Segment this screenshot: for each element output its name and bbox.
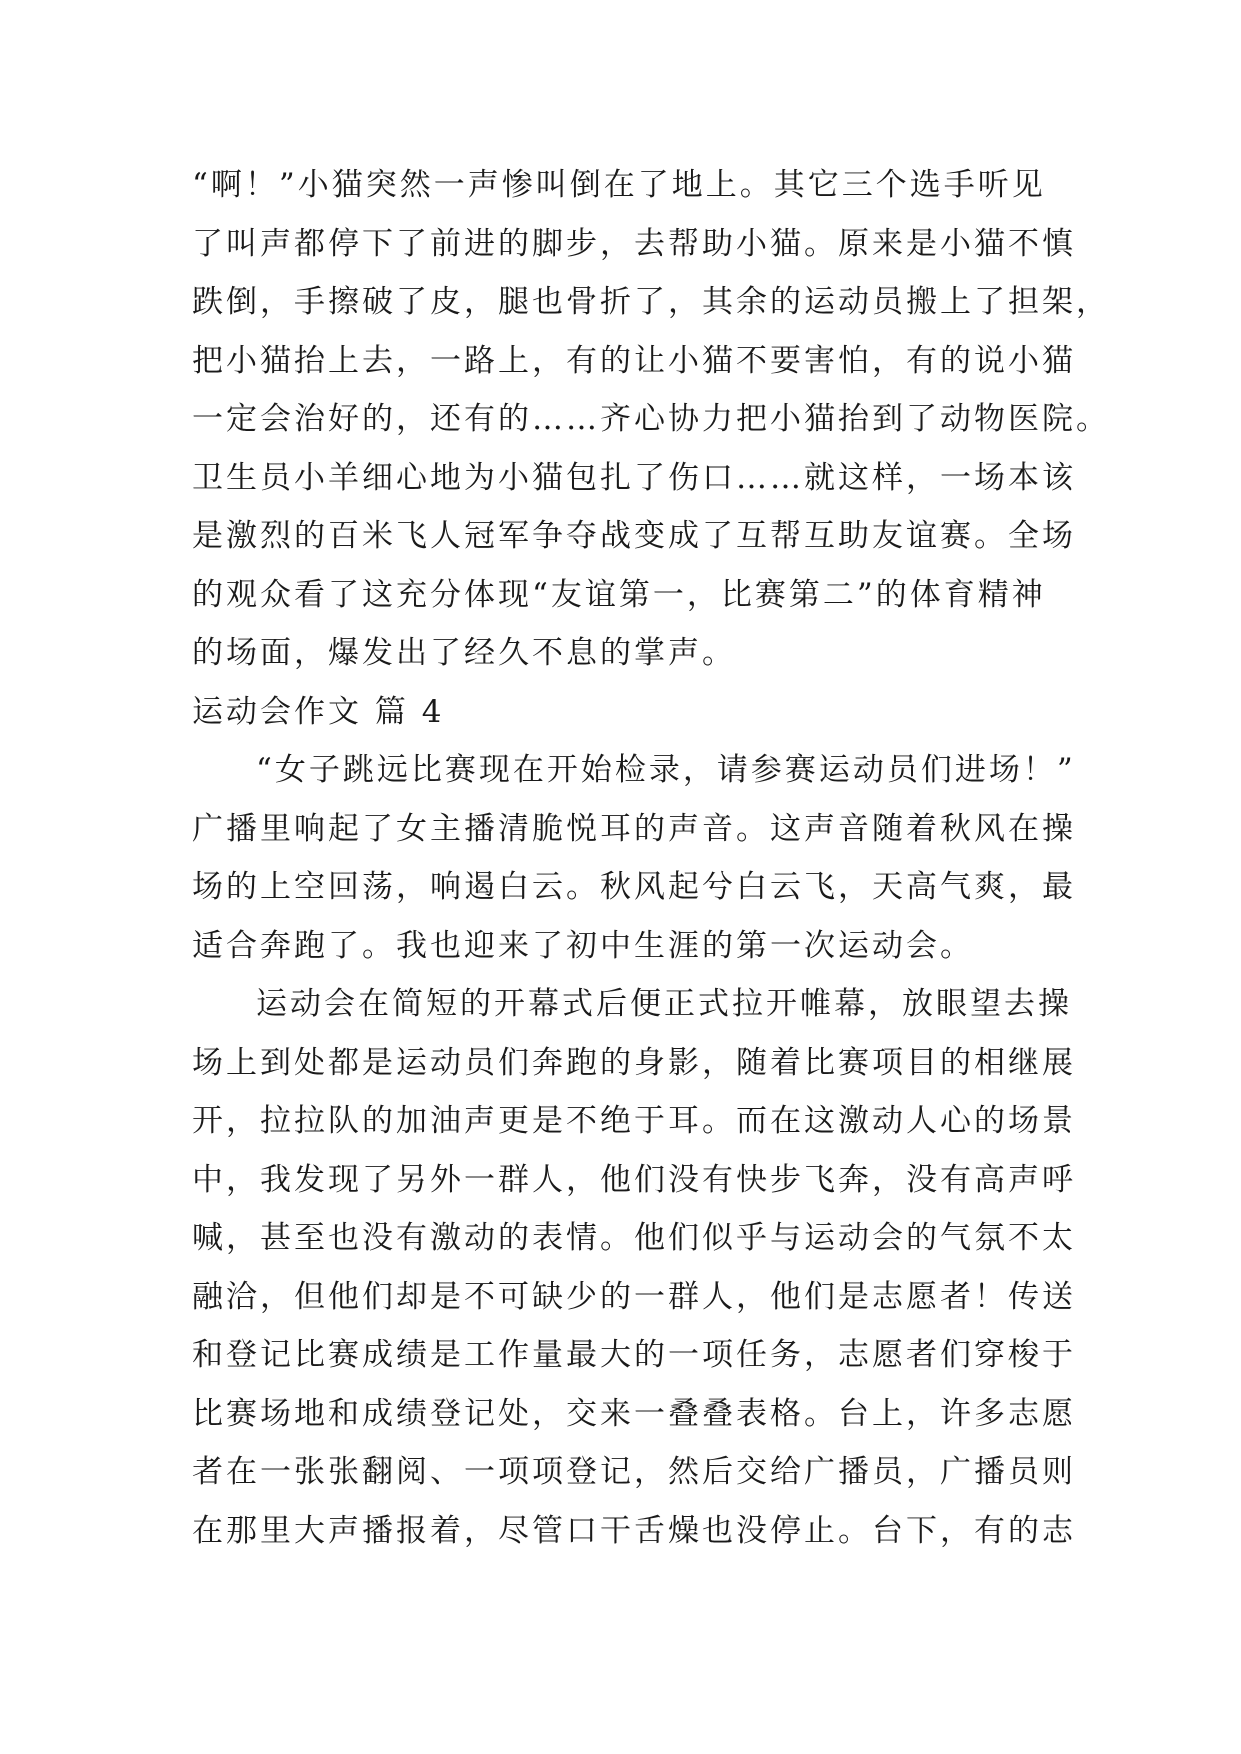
text-line: 场的上空回荡，响遏白云。秋风起兮白云飞，天高气爽，最: [192, 869, 1076, 905]
text-line: 一定会治好的，还有的……齐心协力把小猫抬到了动物医院。: [192, 401, 1110, 437]
text-line: 运动会在简短的开幕式后便正式拉开帷幕，放眼望去操: [256, 986, 1072, 1022]
text-line: 适合奔跑了。我也迎来了初中生涯的第一次运动会。: [192, 927, 974, 964]
text-line: 喊，甚至也没有激动的表情。他们似乎与运动会的气氛不太: [192, 1220, 1076, 1256]
text-line: 广播里响起了女主播清脆悦耳的声音。这声音随着秋风在操: [192, 810, 1076, 847]
text-line: 跌倒，手擦破了皮，腿也骨折了，其余的运动员搬上了担架，: [192, 284, 1110, 320]
text-line: “啊！”小猫突然一声惨叫倒在了地上。其它三个选手听见: [192, 167, 1046, 203]
text-line: 的观众看了这充分体现“友谊第一，比赛第二”的体育精神: [192, 576, 1046, 613]
essay-body: [192, 156, 1110, 1560]
text-line: 卫生员小羊细心地为小猫包扎了伤口……就这样，一场本该: [192, 459, 1076, 496]
text-line: 是激烈的百米飞人冠军争夺战变成了互帮互助友谊赛。全场: [192, 518, 1076, 554]
text-line: 开，拉拉队的加油声更是不绝于耳。而在这激动人心的场景: [192, 1103, 1076, 1139]
text-line: 者在一张张翻阅、一项项登记，然后交给广播员，广播员则: [192, 1454, 1076, 1490]
text-line: 在那里大声播报着，尽管口干舌燥也没停止。台下，有的志: [192, 1512, 1076, 1549]
section-heading: 运动会作文 篇 4: [192, 693, 445, 730]
text-line: 场上到处都是运动员们奔跑的身影，随着比赛项目的相继展: [192, 1044, 1076, 1081]
text-line: 融洽，但他们却是不可缺少的一群人，他们是志愿者！传送: [192, 1278, 1076, 1315]
text-line: 把小猫抬上去，一路上，有的让小猫不要害怕，有的说小猫: [192, 342, 1076, 379]
text-line: “女子跳远比赛现在开始检录，请参赛运动员们进场！”: [256, 752, 1076, 788]
text-line: 了叫声都停下了前进的脚步，去帮助小猫。原来是小猫不慎: [192, 225, 1076, 262]
text-line: 中，我发现了另外一群人，他们没有快步飞奔，没有高声呼: [192, 1161, 1076, 1198]
text-line: 和登记比赛成绩是工作量最大的一项任务，志愿者们穿梭于: [192, 1337, 1076, 1373]
text-line: 的场面，爆发出了经久不息的掌声。: [192, 635, 736, 671]
text-line: 比赛场地和成绩登记处，交来一叠叠表格。台上，许多志愿: [192, 1395, 1076, 1432]
